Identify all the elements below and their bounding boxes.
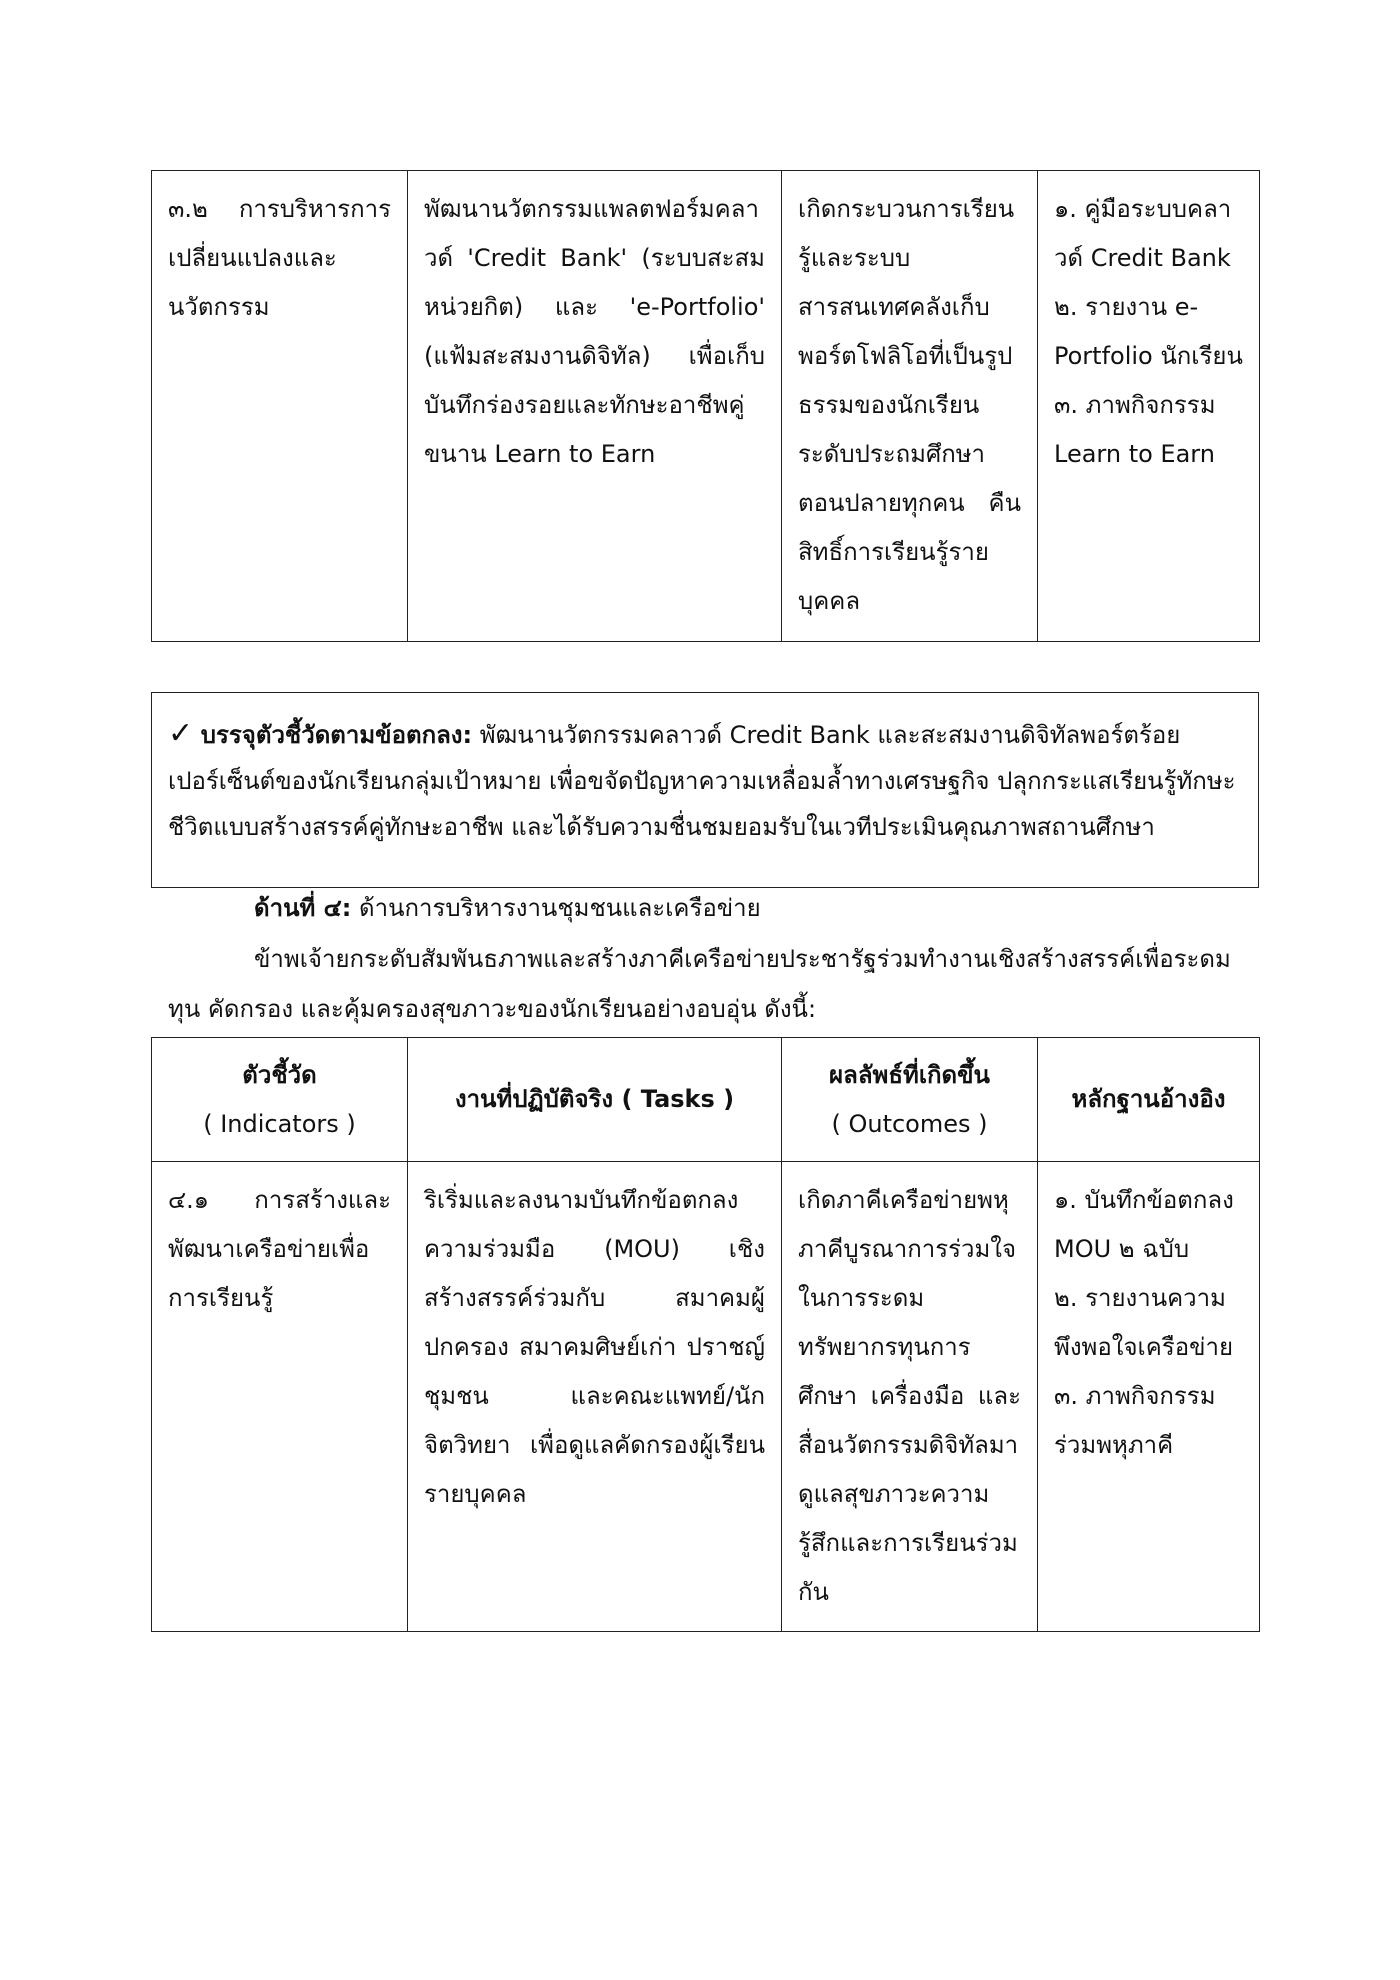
header-outcomes [782,1038,1038,1162]
evidence-item: ๒. รายงาน e-Portfolio นักเรียน [1054,293,1243,370]
tasks-cell: ริเริ่มและลงนามบันทึกข้อตกลงความร่วมมือ (MOU) เชิงสร้างสรรค์ร่วมกับ สมาคมผู้ปกครอง สมาคมศิษย์เก่า ปราชญ์ชุมชน และคณะแพทย์/นักจิตวิทยา เพื่อดูแลคัดกรองผู้เรียนรายบุคคล [408,1162,782,1632]
agreement-text: พัฒนานวัตกรรมคลาวด์ Credit Bank และสะสมงานดิจิทัลพอร์ตร้อยเปอร์เซ็นต์ของนักเรียนกลุ่มเป้าหมาย เพื่อขจัดปัญหาความเหลื่อมล้ำทางเศรษฐกิจ ปลุกกระแสเรียนรู้ทักษะชีวิตแบบสร้างสรรค์คู่ทักษะอาชีพ และได้รับความชื่นชมยอมรับในเวทีประเมินคุณภาพสถานศึกษา [168,721,1236,841]
header-tasks: งานที่ปฏิบัติจริง ( Tasks ) [408,1038,782,1162]
header-outcomes-sub: ( Outcomes ) [831,1109,988,1138]
evidence-item: ๑. บันทึกข้อตกลง MOU ๒ ฉบับ [1054,1186,1234,1263]
section-intro: ข้าพเจ้ายกระดับสัมพันธภาพและสร้างภาคีเครือข่ายประชารัฐร่วมทำงานเชิงสร้างสรรค์เพื่อระดมทุน คัดกรอง และคุ้มครองสุขภาวะของนักเรียนอย่างอบอุ่น ดังนี้: [168,945,1231,1023]
indicator-table-4 [151,1037,1260,1632]
evidence-item: ๓. ภาพกิจกรรมร่วมพหุภาคี [1054,1382,1216,1459]
evidence-cell [1038,1162,1260,1632]
indicator-cell: ๓.๒ การบริหารการเปลี่ยนแปลงและนวัตกรรม [152,171,408,642]
header-indicator-sub: ( Indicators ) [203,1109,356,1138]
table-row [152,1162,1260,1632]
header-indicator [152,1038,408,1162]
tasks-cell: พัฒนานวัตกรรมแพลตฟอร์มคลาวด์ 'Credit Bank' (ระบบสะสมหน่วยกิต) และ 'e-Portfolio' (แฟ้มสะสมงานดิจิทัล) เพื่อเก็บบันทึกร่องรอยและทักษะอาชีพคู่ขนาน Learn to Earn [408,171,782,642]
outcomes-cell: เกิดภาคีเครือข่ายพหุภาคีบูรณาการร่วมใจในการระดมทรัพยากรทุนการศึกษา เครื่องมือ และสื่อนวัตกรรมดิจิทัลมาดูแลสุขภาวะความรู้สึกและการเรียนร่วมกัน [782,1162,1038,1632]
evidence-item: ๒. รายงานความพึงพอใจเครือข่าย [1054,1284,1234,1361]
check-mark-icon: ✓ [168,716,194,751]
evidence-cell [1038,171,1260,642]
section-label: ด้านที่ ๔: [254,894,352,922]
table-row [152,171,1260,642]
section-title: ด้านการบริหารงานชุมชนและเครือข่าย [359,894,761,922]
header-evidence: หลักฐานอ้างอิง [1038,1038,1260,1162]
indicator-cell: ๔.๑ การสร้างและพัฒนาเครือข่ายเพื่อการเรียนรู้ [152,1162,408,1632]
section-heading [254,888,761,928]
header-indicator-label: ตัวชี้วัด [242,1060,317,1089]
outcomes-cell: เกิดกระบวนการเรียนรู้และระบบสารสนเทศคลังเก็บพอร์ตโฟลิโอที่เป็นรูปธรรมของนักเรียนระดับประถมศึกษาตอนปลายทุกคน คืนสิทธิ์การเรียนรู้รายบุคคล [782,171,1038,642]
evidence-item: ๑. คู่มือระบบคลาวด์ Credit Bank [1054,195,1232,272]
evidence-item: ๓. ภาพกิจกรรม Learn to Earn [1054,391,1216,468]
agreement-lead: บรรจุตัวชี้วัดตามข้อตกลง: [200,721,473,749]
table-header-row [152,1038,1260,1162]
header-outcomes-label: ผลลัพธ์ที่เกิดขึ้น [829,1060,990,1089]
agreement-box [151,692,1259,888]
indicator-table-3 [151,170,1260,642]
